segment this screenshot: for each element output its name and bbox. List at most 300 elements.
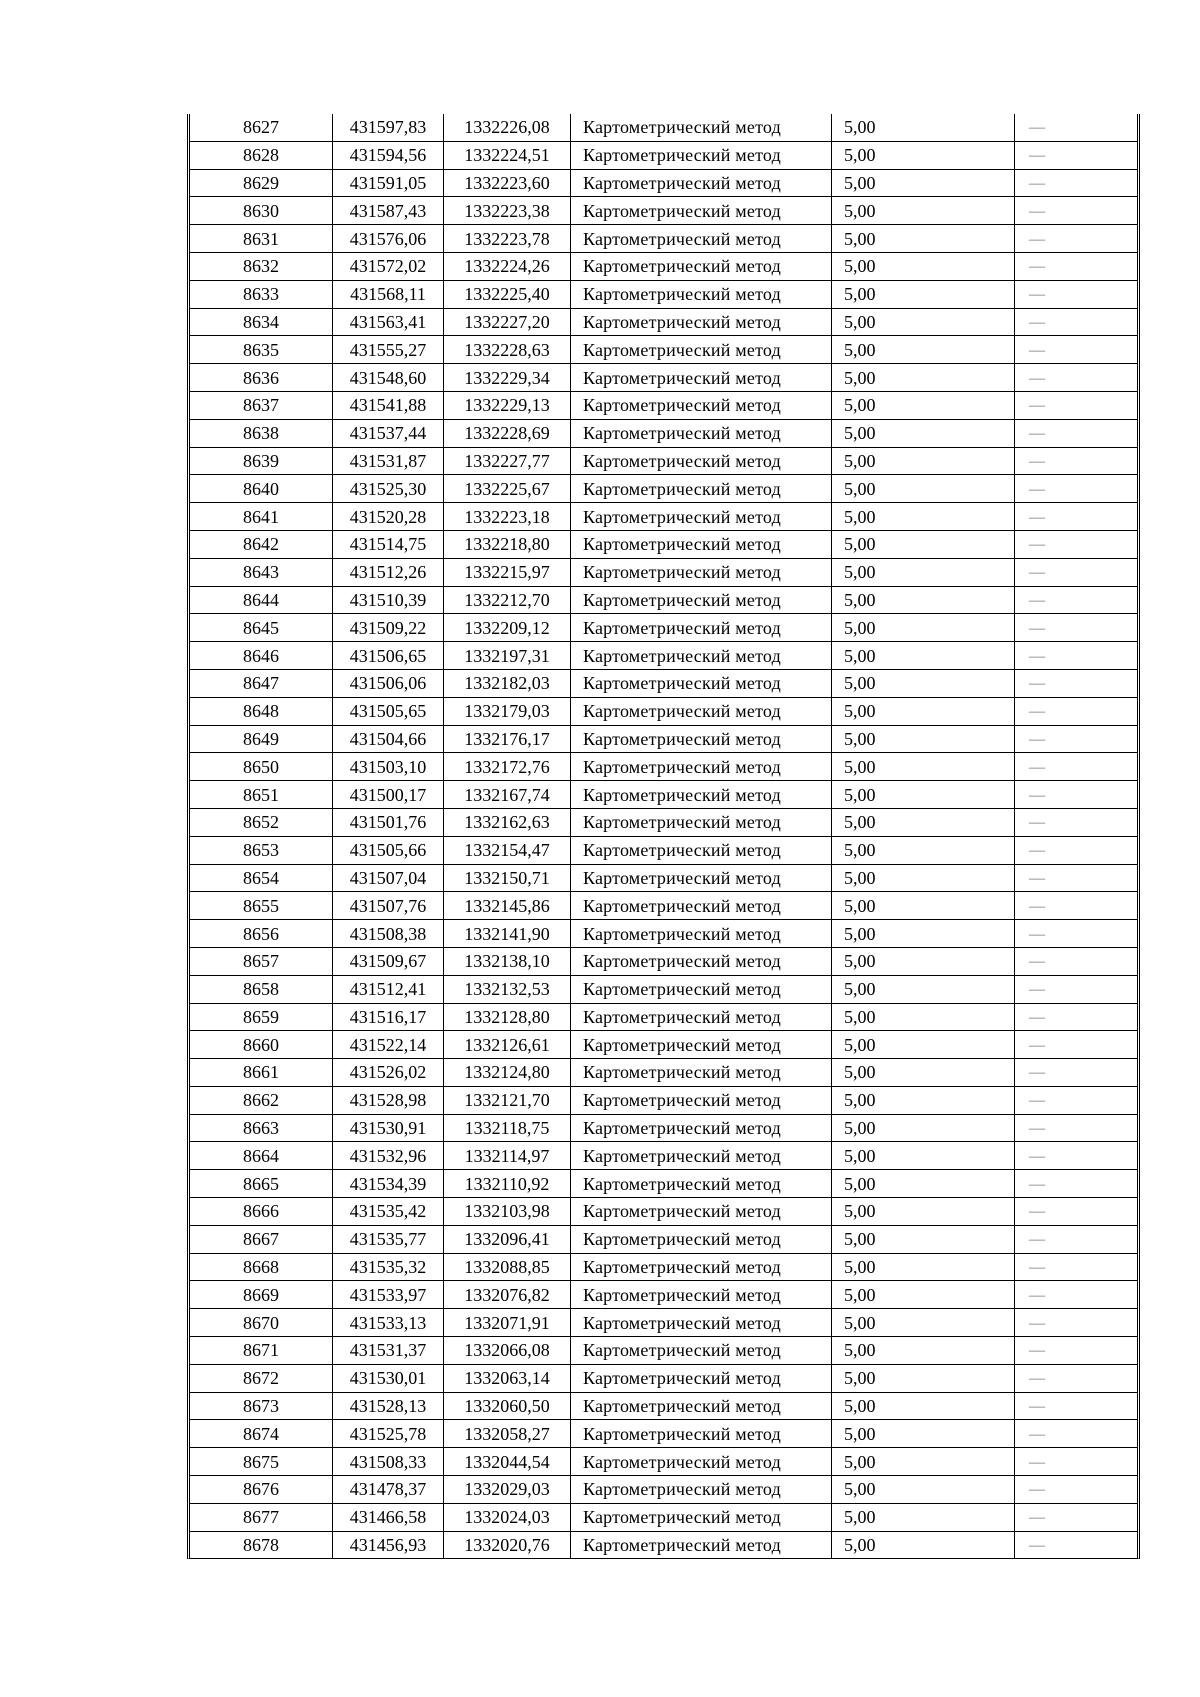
precision-cell: 5,00: [832, 586, 1015, 614]
x-coordinate-cell: 431537,44: [333, 419, 444, 447]
description-cell: [1015, 197, 1138, 225]
precision-cell: 5,00: [832, 114, 1015, 141]
description-cell: [1015, 280, 1138, 308]
y-coordinate-cell: 1332226,08: [444, 114, 571, 141]
y-coordinate-cell: 1332229,34: [444, 364, 571, 392]
x-coordinate-cell: 431530,01: [333, 1364, 444, 1392]
point-number-cell: 8658: [190, 975, 333, 1003]
description-cell: [1015, 364, 1138, 392]
y-coordinate-cell: 1332138,10: [444, 947, 571, 975]
method-cell: Картометрический метод: [571, 1392, 832, 1420]
y-coordinate-cell: 1332172,76: [444, 753, 571, 781]
x-coordinate-cell: 431531,37: [333, 1337, 444, 1365]
point-number-cell: 8660: [190, 1031, 333, 1059]
y-coordinate-cell: 1332223,18: [444, 503, 571, 531]
dash-mark: —: [1029, 814, 1045, 832]
table-row: [190, 1531, 1137, 1558]
point-number-cell: 8676: [190, 1476, 333, 1504]
x-coordinate-cell: 431505,66: [333, 836, 444, 864]
table-row: [190, 1003, 1137, 1031]
y-coordinate-cell: 1332223,78: [444, 225, 571, 253]
dash-mark: —: [1029, 536, 1045, 554]
method-cell: Картометрический метод: [571, 614, 832, 642]
precision-cell: 5,00: [832, 1364, 1015, 1392]
precision-cell: 5,00: [832, 1448, 1015, 1476]
dash-mark: —: [1029, 703, 1045, 721]
table-row: [190, 781, 1137, 809]
point-number-cell: 8664: [190, 1142, 333, 1170]
point-number-cell: 8661: [190, 1059, 333, 1087]
precision-cell: 5,00: [832, 920, 1015, 948]
table-row: [190, 920, 1137, 948]
precision-cell: 5,00: [832, 781, 1015, 809]
dash-mark: —: [1029, 842, 1045, 860]
description-cell: [1015, 1309, 1138, 1337]
method-cell: Картометрический метод: [571, 669, 832, 697]
precision-cell: 5,00: [832, 975, 1015, 1003]
y-coordinate-cell: 1332223,38: [444, 197, 571, 225]
method-cell: Картометрический метод: [571, 1031, 832, 1059]
description-cell: [1015, 1170, 1138, 1198]
x-coordinate-cell: 431530,91: [333, 1114, 444, 1142]
method-cell: Картометрический метод: [571, 280, 832, 308]
description-cell: [1015, 586, 1138, 614]
dash-mark: —: [1029, 1175, 1045, 1193]
description-cell: [1015, 503, 1138, 531]
y-coordinate-cell: 1332063,14: [444, 1364, 571, 1392]
x-coordinate-cell: 431507,04: [333, 864, 444, 892]
description-cell: [1015, 725, 1138, 753]
y-coordinate-cell: 1332154,47: [444, 836, 571, 864]
point-number-cell: 8671: [190, 1337, 333, 1365]
dash-mark: —: [1029, 1453, 1045, 1471]
description-cell: [1015, 419, 1138, 447]
description-cell: [1015, 558, 1138, 586]
table-row: [190, 1448, 1137, 1476]
dash-mark: —: [1029, 1509, 1045, 1527]
coordinates-table: [190, 114, 1137, 1558]
x-coordinate-cell: 431506,65: [333, 642, 444, 670]
y-coordinate-cell: 1332150,71: [444, 864, 571, 892]
y-coordinate-cell: 1332176,17: [444, 725, 571, 753]
table-row: [190, 1337, 1137, 1365]
point-number-cell: 8640: [190, 475, 333, 503]
point-number-cell: 8636: [190, 364, 333, 392]
description-cell: [1015, 1003, 1138, 1031]
point-number-cell: 8662: [190, 1086, 333, 1114]
method-cell: Картометрический метод: [571, 530, 832, 558]
description-cell: [1015, 947, 1138, 975]
table-row: [190, 808, 1137, 836]
y-coordinate-cell: 1332182,03: [444, 669, 571, 697]
dash-mark: —: [1029, 1481, 1045, 1499]
description-cell: [1015, 1448, 1138, 1476]
table-row: [190, 141, 1137, 169]
dash-mark: —: [1029, 1537, 1045, 1555]
coordinates-table-frame: [187, 114, 1140, 1559]
precision-cell: 5,00: [832, 1337, 1015, 1365]
dash-mark: —: [1029, 1342, 1045, 1360]
description-cell: [1015, 1253, 1138, 1281]
point-number-cell: 8675: [190, 1448, 333, 1476]
method-cell: Картометрический метод: [571, 1281, 832, 1309]
precision-cell: 5,00: [832, 558, 1015, 586]
y-coordinate-cell: 1332128,80: [444, 1003, 571, 1031]
method-cell: Картометрический метод: [571, 642, 832, 670]
method-cell: Картометрический метод: [571, 225, 832, 253]
description-cell: [1015, 1114, 1138, 1142]
dash-mark: —: [1029, 925, 1045, 943]
point-number-cell: 8632: [190, 252, 333, 280]
dash-mark: —: [1029, 230, 1045, 248]
y-coordinate-cell: 1332228,63: [444, 336, 571, 364]
table-row: [190, 1253, 1137, 1281]
point-number-cell: 8674: [190, 1420, 333, 1448]
x-coordinate-cell: 431597,83: [333, 114, 444, 141]
y-coordinate-cell: 1332121,70: [444, 1086, 571, 1114]
y-coordinate-cell: 1332024,03: [444, 1503, 571, 1531]
dash-mark: —: [1029, 425, 1045, 443]
description-cell: [1015, 447, 1138, 475]
x-coordinate-cell: 431525,30: [333, 475, 444, 503]
point-number-cell: 8627: [190, 114, 333, 141]
method-cell: Картометрический метод: [571, 1448, 832, 1476]
x-coordinate-cell: 431512,26: [333, 558, 444, 586]
point-number-cell: 8652: [190, 808, 333, 836]
point-number-cell: 8659: [190, 1003, 333, 1031]
x-coordinate-cell: 431507,76: [333, 892, 444, 920]
precision-cell: 5,00: [832, 475, 1015, 503]
description-cell: [1015, 1281, 1138, 1309]
description-cell: [1015, 1364, 1138, 1392]
x-coordinate-cell: 431528,98: [333, 1086, 444, 1114]
point-number-cell: 8631: [190, 225, 333, 253]
x-coordinate-cell: 431594,56: [333, 141, 444, 169]
y-coordinate-cell: 1332076,82: [444, 1281, 571, 1309]
point-number-cell: 8678: [190, 1531, 333, 1558]
x-coordinate-cell: 431506,06: [333, 669, 444, 697]
table-row: [190, 1309, 1137, 1337]
precision-cell: 5,00: [832, 1170, 1015, 1198]
y-coordinate-cell: 1332179,03: [444, 697, 571, 725]
precision-cell: 5,00: [832, 1059, 1015, 1087]
precision-cell: 5,00: [832, 1309, 1015, 1337]
method-cell: Картометрический метод: [571, 1142, 832, 1170]
point-number-cell: 8639: [190, 447, 333, 475]
x-coordinate-cell: 431572,02: [333, 252, 444, 280]
table-row: [190, 1059, 1137, 1087]
table-row: [190, 280, 1137, 308]
x-coordinate-cell: 431535,42: [333, 1198, 444, 1226]
point-number-cell: 8649: [190, 725, 333, 753]
x-coordinate-cell: 431505,65: [333, 697, 444, 725]
table-row: [190, 1170, 1137, 1198]
point-number-cell: 8630: [190, 197, 333, 225]
method-cell: Картометрический метод: [571, 808, 832, 836]
precision-cell: 5,00: [832, 1031, 1015, 1059]
dash-mark: —: [1029, 1259, 1045, 1277]
dash-mark: —: [1029, 1008, 1045, 1026]
dash-mark: —: [1029, 981, 1045, 999]
table-row: [190, 225, 1137, 253]
x-coordinate-cell: 431456,93: [333, 1531, 444, 1558]
y-coordinate-cell: 1332132,53: [444, 975, 571, 1003]
description-cell: [1015, 1531, 1138, 1558]
description-cell: [1015, 114, 1138, 141]
dash-mark: —: [1029, 480, 1045, 498]
point-number-cell: 8637: [190, 391, 333, 419]
precision-cell: 5,00: [832, 697, 1015, 725]
table-row: [190, 1142, 1137, 1170]
table-row: [190, 1476, 1137, 1504]
point-number-cell: 8645: [190, 614, 333, 642]
point-number-cell: 8654: [190, 864, 333, 892]
precision-cell: 5,00: [832, 669, 1015, 697]
table-row: [190, 1420, 1137, 1448]
x-coordinate-cell: 431514,75: [333, 530, 444, 558]
y-coordinate-cell: 1332088,85: [444, 1253, 571, 1281]
method-cell: Картометрический метод: [571, 947, 832, 975]
point-number-cell: 8638: [190, 419, 333, 447]
description-cell: [1015, 1420, 1138, 1448]
dash-mark: —: [1029, 397, 1045, 415]
x-coordinate-cell: 431508,38: [333, 920, 444, 948]
description-cell: [1015, 1031, 1138, 1059]
description-cell: [1015, 975, 1138, 1003]
description-cell: [1015, 225, 1138, 253]
y-coordinate-cell: 1332167,74: [444, 781, 571, 809]
precision-cell: 5,00: [832, 1142, 1015, 1170]
method-cell: Картометрический метод: [571, 1114, 832, 1142]
y-coordinate-cell: 1332118,75: [444, 1114, 571, 1142]
description-cell: [1015, 892, 1138, 920]
table-row: [190, 197, 1137, 225]
table-row: [190, 1225, 1137, 1253]
table-row: [190, 947, 1137, 975]
point-number-cell: 8633: [190, 280, 333, 308]
table-row: [190, 753, 1137, 781]
table-row: [190, 864, 1137, 892]
dash-mark: —: [1029, 675, 1045, 693]
y-coordinate-cell: 1332224,51: [444, 141, 571, 169]
x-coordinate-cell: 431568,11: [333, 280, 444, 308]
table-row: [190, 1114, 1137, 1142]
point-number-cell: 8655: [190, 892, 333, 920]
method-cell: Картометрический метод: [571, 141, 832, 169]
y-coordinate-cell: 1332096,41: [444, 1225, 571, 1253]
precision-cell: 5,00: [832, 947, 1015, 975]
dash-mark: —: [1029, 730, 1045, 748]
x-coordinate-cell: 431500,17: [333, 781, 444, 809]
precision-cell: 5,00: [832, 336, 1015, 364]
table-row: [190, 419, 1137, 447]
description-cell: [1015, 336, 1138, 364]
y-coordinate-cell: 1332020,76: [444, 1531, 571, 1558]
method-cell: Картометрический метод: [571, 864, 832, 892]
y-coordinate-cell: 1332044,54: [444, 1448, 571, 1476]
description-cell: [1015, 1142, 1138, 1170]
point-number-cell: 8651: [190, 781, 333, 809]
method-cell: Картометрический метод: [571, 1198, 832, 1226]
method-cell: Картометрический метод: [571, 836, 832, 864]
precision-cell: 5,00: [832, 1281, 1015, 1309]
x-coordinate-cell: 431522,14: [333, 1031, 444, 1059]
description-cell: [1015, 1392, 1138, 1420]
method-cell: Картометрический метод: [571, 1476, 832, 1504]
dash-mark: —: [1029, 869, 1045, 887]
x-coordinate-cell: 431509,67: [333, 947, 444, 975]
point-number-cell: 8650: [190, 753, 333, 781]
y-coordinate-cell: 1332066,08: [444, 1337, 571, 1365]
y-coordinate-cell: 1332224,26: [444, 252, 571, 280]
point-number-cell: 8648: [190, 697, 333, 725]
table-row: [190, 1198, 1137, 1226]
table-row: [190, 1392, 1137, 1420]
x-coordinate-cell: 431587,43: [333, 197, 444, 225]
table-row: [190, 586, 1137, 614]
precision-cell: 5,00: [832, 753, 1015, 781]
precision-cell: 5,00: [832, 280, 1015, 308]
x-coordinate-cell: 431503,10: [333, 753, 444, 781]
point-number-cell: 8628: [190, 141, 333, 169]
method-cell: Картометрический метод: [571, 447, 832, 475]
description-cell: [1015, 1059, 1138, 1087]
method-cell: Картометрический метод: [571, 781, 832, 809]
method-cell: Картометрический метод: [571, 364, 832, 392]
description-cell: [1015, 530, 1138, 558]
y-coordinate-cell: 1332215,97: [444, 558, 571, 586]
dash-mark: —: [1029, 786, 1045, 804]
description-cell: [1015, 836, 1138, 864]
table-row: [190, 1503, 1137, 1531]
x-coordinate-cell: 431533,13: [333, 1309, 444, 1337]
precision-cell: 5,00: [832, 225, 1015, 253]
method-cell: Картометрический метод: [571, 586, 832, 614]
y-coordinate-cell: 1332060,50: [444, 1392, 571, 1420]
table-row: [190, 975, 1137, 1003]
precision-cell: 5,00: [832, 419, 1015, 447]
y-coordinate-cell: 1332227,77: [444, 447, 571, 475]
precision-cell: 5,00: [832, 725, 1015, 753]
method-cell: Картометрический метод: [571, 892, 832, 920]
point-number-cell: 8668: [190, 1253, 333, 1281]
dash-mark: —: [1029, 147, 1045, 165]
x-coordinate-cell: 431501,76: [333, 808, 444, 836]
point-number-cell: 8647: [190, 669, 333, 697]
description-cell: [1015, 669, 1138, 697]
dash-mark: —: [1029, 1092, 1045, 1110]
description-cell: [1015, 864, 1138, 892]
description-cell: [1015, 781, 1138, 809]
method-cell: Картометрический метод: [571, 419, 832, 447]
x-coordinate-cell: 431504,66: [333, 725, 444, 753]
table-row: [190, 252, 1137, 280]
precision-cell: 5,00: [832, 1198, 1015, 1226]
y-coordinate-cell: 1332110,92: [444, 1170, 571, 1198]
x-coordinate-cell: 431535,77: [333, 1225, 444, 1253]
dash-mark: —: [1029, 1286, 1045, 1304]
method-cell: Картометрический метод: [571, 391, 832, 419]
x-coordinate-cell: 431532,96: [333, 1142, 444, 1170]
method-cell: Картометрический метод: [571, 1225, 832, 1253]
point-number-cell: 8677: [190, 1503, 333, 1531]
precision-cell: 5,00: [832, 141, 1015, 169]
method-cell: Картометрический метод: [571, 920, 832, 948]
x-coordinate-cell: 431478,37: [333, 1476, 444, 1504]
description-cell: [1015, 808, 1138, 836]
y-coordinate-cell: 1332225,67: [444, 475, 571, 503]
precision-cell: 5,00: [832, 252, 1015, 280]
table-row: [190, 308, 1137, 336]
y-coordinate-cell: 1332071,91: [444, 1309, 571, 1337]
y-coordinate-cell: 1332029,03: [444, 1476, 571, 1504]
point-number-cell: 8643: [190, 558, 333, 586]
table-row: [190, 364, 1137, 392]
dash-mark: —: [1029, 452, 1045, 470]
point-number-cell: 8635: [190, 336, 333, 364]
description-cell: [1015, 475, 1138, 503]
description-cell: [1015, 1198, 1138, 1226]
precision-cell: 5,00: [832, 503, 1015, 531]
point-number-cell: 8666: [190, 1198, 333, 1226]
x-coordinate-cell: 431541,88: [333, 391, 444, 419]
y-coordinate-cell: 1332145,86: [444, 892, 571, 920]
description-cell: [1015, 642, 1138, 670]
y-coordinate-cell: 1332212,70: [444, 586, 571, 614]
method-cell: Картометрический метод: [571, 252, 832, 280]
x-coordinate-cell: 431555,27: [333, 336, 444, 364]
point-number-cell: 8669: [190, 1281, 333, 1309]
method-cell: Картометрический метод: [571, 1531, 832, 1558]
table-row: [190, 1364, 1137, 1392]
x-coordinate-cell: 431533,97: [333, 1281, 444, 1309]
x-coordinate-cell: 431510,39: [333, 586, 444, 614]
dash-mark: —: [1029, 1120, 1045, 1138]
dash-mark: —: [1029, 258, 1045, 276]
dash-mark: —: [1029, 1425, 1045, 1443]
y-coordinate-cell: 1332141,90: [444, 920, 571, 948]
dash-mark: —: [1029, 119, 1045, 137]
table-row: [190, 1086, 1137, 1114]
precision-cell: 5,00: [832, 642, 1015, 670]
dash-mark: —: [1029, 508, 1045, 526]
table-row: [190, 836, 1137, 864]
precision-cell: 5,00: [832, 169, 1015, 197]
table-row: [190, 336, 1137, 364]
precision-cell: 5,00: [832, 1114, 1015, 1142]
description-cell: [1015, 308, 1138, 336]
dash-mark: —: [1029, 953, 1045, 971]
precision-cell: 5,00: [832, 864, 1015, 892]
x-coordinate-cell: 431548,60: [333, 364, 444, 392]
point-number-cell: 8642: [190, 530, 333, 558]
dash-mark: —: [1029, 1064, 1045, 1082]
precision-cell: 5,00: [832, 836, 1015, 864]
dash-mark: —: [1029, 1314, 1045, 1332]
method-cell: Картометрический метод: [571, 169, 832, 197]
method-cell: Картометрический метод: [571, 1170, 832, 1198]
description-cell: [1015, 753, 1138, 781]
precision-cell: 5,00: [832, 1420, 1015, 1448]
precision-cell: 5,00: [832, 892, 1015, 920]
dash-mark: —: [1029, 1398, 1045, 1416]
dash-mark: —: [1029, 647, 1045, 665]
precision-cell: 5,00: [832, 391, 1015, 419]
precision-cell: 5,00: [832, 1003, 1015, 1031]
x-coordinate-cell: 431526,02: [333, 1059, 444, 1087]
table-row: [190, 1281, 1137, 1309]
precision-cell: 5,00: [832, 1225, 1015, 1253]
